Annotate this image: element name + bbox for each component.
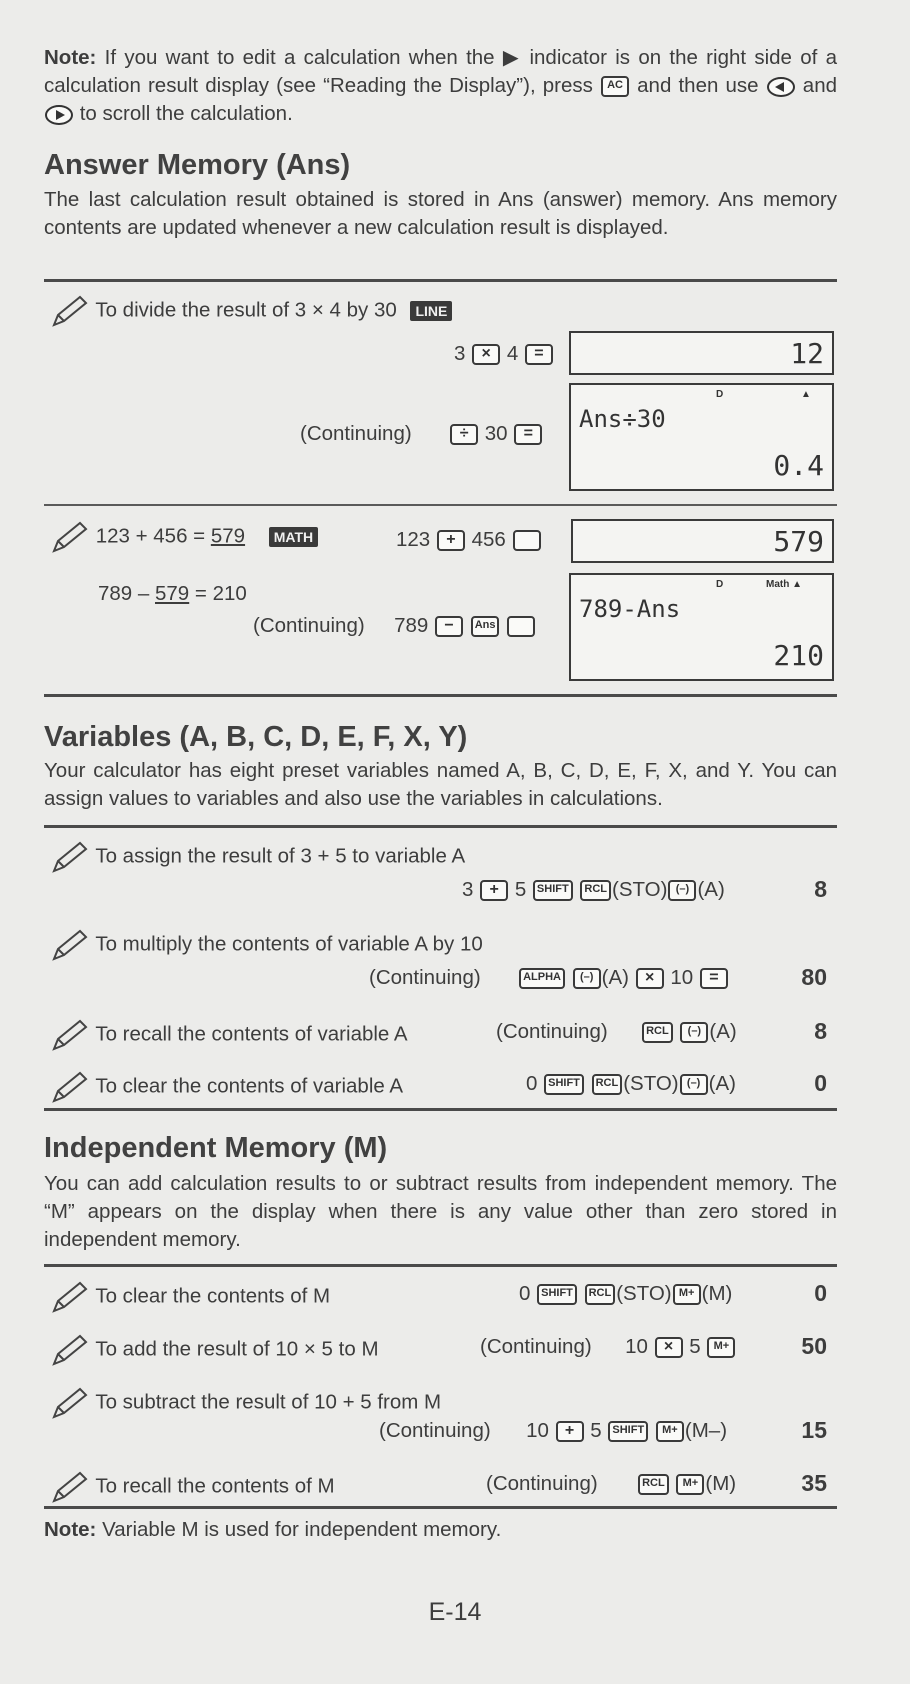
pencil-icon <box>50 1280 90 1314</box>
minus-key: − <box>435 616 463 637</box>
key-sequence: (Continuing) RCL M+ (M) <box>486 1472 737 1495</box>
equals-key: = <box>514 424 542 445</box>
math-mode-badge: MATH <box>269 527 318 547</box>
pencil-icon <box>50 1333 90 1367</box>
pencil-icon <box>50 840 90 874</box>
divider <box>44 1108 837 1111</box>
rcl-key: RCL <box>580 880 611 901</box>
plus-key: + <box>437 530 465 551</box>
divider <box>44 825 837 828</box>
example-title: To add the result of 10 × 5 to M <box>50 1333 379 1367</box>
result-value: 0 <box>814 1070 827 1096</box>
lcd-display: 579 <box>571 519 834 563</box>
example-title: To clear the contents of M <box>50 1280 330 1314</box>
key-sequence: 3 + 5 SHIFT RCL (STO) (–) (A) <box>462 878 725 901</box>
multiply-key: × <box>472 344 500 365</box>
pencil-icon <box>50 1386 90 1420</box>
result-value: 0 <box>814 1280 827 1306</box>
example-title: 123 + 456 = 579 MATH <box>50 520 318 554</box>
section-heading-variables: Variables (A, B, C, D, E, F, X, Y) <box>44 721 468 753</box>
note-paragraph: Note: Variable M is used for independent memory. <box>44 1518 502 1541</box>
key-sequence: (Continuing) ALPHA (–) (A) × 10 = <box>369 964 729 992</box>
alpha-key: ALPHA <box>519 968 565 989</box>
plus-key: + <box>480 880 508 901</box>
ans-key: Ans <box>471 616 500 637</box>
variables-description: Your calculator has eight preset variables named A, B, C, D, E, F, X, and Y. You can assign values to variables and also use the variables in calculations. <box>44 759 837 810</box>
example-title: To assign the result of 3 + 5 to variable A <box>50 840 465 874</box>
divider <box>44 694 837 697</box>
multiply-key: × <box>636 968 664 989</box>
result-value: 80 <box>801 964 827 990</box>
pencil-icon <box>50 1018 90 1052</box>
example-title: To divide the result of 3 × 4 by 30 LINE <box>50 294 452 328</box>
math-indicator: Math ▲ <box>766 579 803 590</box>
m-plus-key: M+ <box>676 1474 704 1495</box>
example-title: To subtract the result of 10 + 5 from M <box>50 1386 441 1420</box>
rcl-key: RCL <box>642 1022 673 1043</box>
key-sequence: (Continuing) RCL (–) (A) <box>496 1020 737 1043</box>
divider <box>44 504 837 506</box>
ac-key: AC <box>601 76 629 97</box>
key-sequence: (Continuing) 10 × 5 M+ <box>480 1333 736 1361</box>
negative-key: (–) <box>573 968 601 989</box>
ans-description: The last calculation result obtained is stored in Ans (answer) memory. Ans memory contents are updated whenever a new calculation result is displayed. <box>44 188 837 239</box>
negative-key: (–) <box>680 1074 708 1095</box>
equals-key <box>513 530 541 551</box>
key-sequence: 3 × 4 = <box>454 340 554 368</box>
example-title: To recall the contents of M <box>50 1470 335 1504</box>
key-sequence: 123 + 456 <box>396 526 542 554</box>
note-paragraph: Note: If you want to edit a calculation when the ▶ indicator is on the right side of a calculation result display (see “Reading the Display”), press AC and then use and to scroll the calculation. <box>44 46 838 125</box>
pencil-icon <box>50 520 90 554</box>
plus-key: + <box>556 1421 584 1442</box>
key-sequence: (Continuing) ÷ 30 = <box>300 420 543 448</box>
shift-key: SHIFT <box>533 880 573 901</box>
result-value: 8 <box>814 876 827 902</box>
equals-key <box>507 616 535 637</box>
pencil-icon <box>50 294 90 328</box>
rcl-key: RCL <box>592 1074 623 1095</box>
divide-key: ÷ <box>450 424 478 445</box>
right-indicator-icon: ▶ <box>502 46 522 69</box>
negative-key: (–) <box>680 1022 708 1043</box>
example-expression: 789 – 579 = 210 <box>98 582 247 605</box>
note-label: Note: <box>44 46 97 69</box>
section-heading-memory: Independent Memory (M) <box>44 1132 388 1164</box>
result-value: 15 <box>801 1417 827 1443</box>
key-sequence: (Continuing) 789 − Ans <box>253 612 536 640</box>
example-title: To recall the contents of variable A <box>50 1018 408 1052</box>
manual-page <box>44 0 837 1684</box>
pencil-icon <box>50 1470 90 1504</box>
result-value: 35 <box>801 1470 827 1496</box>
deg-indicator: D <box>716 389 724 400</box>
rcl-key: RCL <box>585 1284 616 1305</box>
divider <box>44 1264 837 1267</box>
note-label: Note: <box>44 1518 97 1541</box>
equals-key: = <box>525 344 553 365</box>
page-number: E-14 <box>428 1598 482 1626</box>
shift-key: SHIFT <box>537 1284 577 1305</box>
right-arrow-key-icon <box>44 104 74 126</box>
shift-key: SHIFT <box>544 1074 584 1095</box>
key-sequence: 0 SHIFT RCL (STO) (–) (A) <box>526 1072 736 1095</box>
lcd-display: D ▲ Ans÷30 0.4 <box>569 383 834 491</box>
left-arrow-key-icon <box>766 76 796 98</box>
m-plus-key: M+ <box>673 1284 701 1305</box>
up-arrow-icon: ▲ <box>801 389 811 400</box>
result-value: 8 <box>814 1018 827 1044</box>
memory-description: You can add calculation results to or subtract results from independent memory. The “M” appears on the display when there is any value other than zero stored in independent memory. <box>44 1172 837 1251</box>
m-plus-key: M+ <box>656 1421 684 1442</box>
pencil-icon <box>50 928 90 962</box>
divider <box>44 1506 837 1509</box>
deg-indicator: D <box>716 579 724 590</box>
lcd-display: D Math ▲ 789-Ans 210 <box>569 573 834 681</box>
example-title: To clear the contents of variable A <box>50 1070 403 1104</box>
multiply-key: × <box>655 1337 683 1358</box>
pencil-icon <box>50 1070 90 1104</box>
result-value: 50 <box>801 1333 827 1359</box>
m-plus-key: M+ <box>707 1337 735 1358</box>
divider <box>44 279 837 282</box>
lcd-display: 12 <box>569 331 834 375</box>
shift-key: SHIFT <box>608 1421 648 1442</box>
example-title: To multiply the contents of variable A by 10 <box>50 928 483 962</box>
key-sequence: (Continuing) 10 + 5 SHIFT M+ (M–) <box>379 1419 728 1442</box>
line-mode-badge: LINE <box>410 301 452 321</box>
equals-key: = <box>700 968 728 989</box>
section-heading-ans: Answer Memory (Ans) <box>44 149 351 181</box>
key-sequence: 0 SHIFT RCL (STO) M+ (M) <box>519 1282 733 1305</box>
negative-key: (–) <box>668 880 696 901</box>
rcl-key: RCL <box>638 1474 669 1495</box>
